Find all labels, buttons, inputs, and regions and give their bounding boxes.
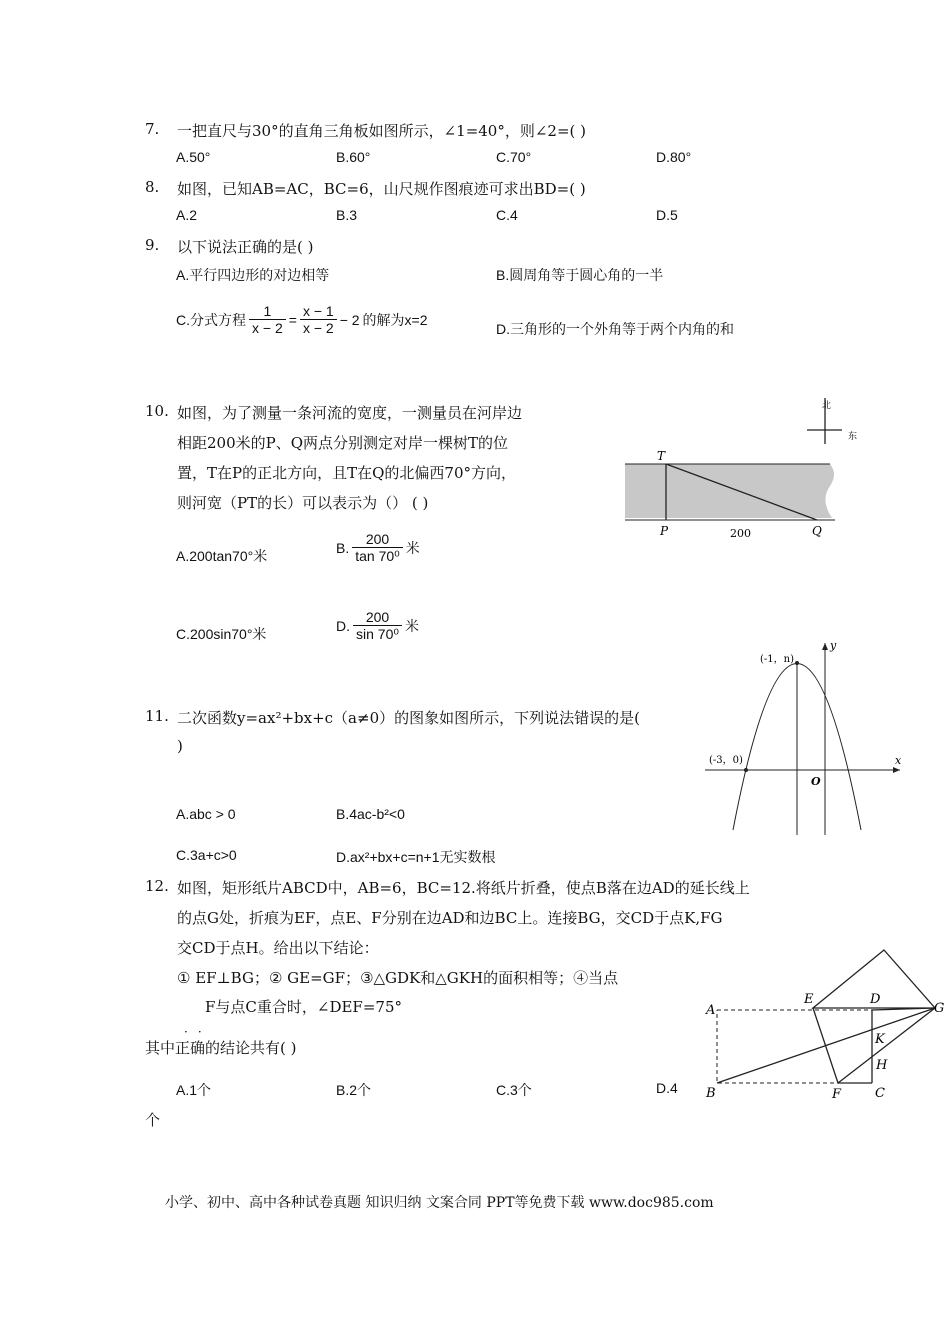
q10-option-d-fraction [353,609,402,642]
y-axis-arrow [822,643,828,650]
q11-option-b: B.4ac-b²<0 [336,806,405,822]
label-b: B [706,1086,716,1100]
page-footer: 小学、初中、高中各种试卷真题 知识归纳 文案合同 PPT等免费下载 www.doc985.com [165,1195,714,1211]
origin-label: O [811,775,821,788]
q11-text: 二次函数y=ax²+bx+c（a≠0）的图象如图所示，下列说法错误的是( [177,709,640,727]
label-p: P [660,524,669,538]
q10-line-2: 相距200米的P、Q两点分别测定对岸一棵树T的位 [177,434,509,452]
q10-option-c: C.200sin70°米 [176,626,267,642]
q8-option-b: B.3 [336,207,358,223]
river-band [625,464,834,518]
q9-fraction-right-denominator: x − 2 [302,320,334,336]
q11-option-d: D.ax²+bx+c=n+1无实数根 [336,849,496,865]
label-h: H [876,1058,888,1073]
q11-option-c: C.3a+c>0 [176,847,237,863]
label-distance: 200 [730,527,751,540]
y-axis-label: y [830,639,837,652]
label-g: G [934,1001,945,1016]
rectangle-fold-figure [700,940,950,1100]
q10-line-3: 置，T在P的正北方向，且T在Q的北偏西70°方向， [177,464,516,482]
q7-text: 一把直尺与30°的直角三角板如图所示，∠1=40°，则∠2=( ) [177,122,587,140]
emphasis-dots: ·· [184,1025,212,1039]
q7-number: 7. [145,120,160,138]
q12-number: 12. [145,877,169,895]
q10-option-d-unit: 米 [404,617,419,634]
label-c: C [875,1086,885,1100]
q9-option-d: D.三角形的一个外角等于两个内角的和 [496,321,734,337]
original-rectangle [717,1010,872,1083]
q9-fraction-right-numerator: x − 1 [300,303,337,320]
compass-north-label: 北 [822,401,832,411]
vertex-point [795,661,799,665]
q9-option-c-prefix: C.分式方程 [176,311,246,328]
q8-option-d: D.5 [656,207,678,223]
q9-fraction-left-numerator: 1 [249,303,286,320]
label-d: D [870,992,881,1007]
label-e: E [804,992,814,1007]
q8-number: 8. [145,178,160,196]
q12-line-2: 的点G处，折痕为EF，点E、F分别在边AD和边BC上。连接BG，交CD于点K,FG [177,909,723,927]
compass-east-label: 东 [848,432,858,442]
q9-fraction-left [249,303,286,336]
q12-option-b: B.2个 [336,1082,372,1098]
label-q: Q [812,524,822,538]
q12-option-a: A.1个 [176,1082,212,1098]
q10-option-b-fraction [352,531,403,564]
q9-equals: = [288,311,297,328]
q11-option-a: A.abc > 0 [176,806,236,822]
q9-text: 以下说法正确的是( ) [177,238,314,256]
q8-option-a: A.2 [176,207,198,223]
label-t: T [657,449,666,463]
q10-option-b [336,531,420,564]
vertex-label: (-1，n) [760,654,794,665]
q10-number: 10. [145,402,169,420]
q10-option-d [336,609,419,642]
q10-line-1: 如图，为了测量一条河流的宽度，一测量员在河岸边 [177,404,523,422]
q7-option-d: D.80° [656,149,692,165]
q10-option-d-numerator: 200 [353,609,402,626]
q9-number: 9. [145,236,160,254]
q12-line-3: 交CD于点H。给出以下结论： [177,939,379,957]
river-figure [620,390,860,545]
q7-option-c: C.70° [496,149,532,165]
q10-line-4: 则河宽（PT的长）可以表示为（） ( ) [177,494,429,512]
q9-option-c [176,303,428,336]
q10-option-b-prefix: B. [336,539,350,556]
label-f: F [832,1087,842,1100]
q10-option-b-numerator: 200 [352,531,403,548]
root-label: (-3，0) [709,755,743,766]
x-axis-arrow [893,767,900,773]
q12-conclusion-1: ① EF⊥BG；② GE=GF；③△GDK和△GKH的面积相等；④当点 [177,969,619,987]
q10-option-d-denominator: sin 70⁰ [356,626,399,642]
parabola-figure [700,635,910,840]
q12-option-d-tail: 个 [145,1111,161,1129]
q11-text-close: ) [177,737,183,755]
q10-option-b-denominator: tan 70⁰ [355,548,400,564]
q9-option-a: A.平行四边形的对边相等 [176,267,330,283]
crease-ef [813,1008,838,1083]
q9-fraction-right [300,303,337,336]
q12-option-c: C.3个 [496,1082,532,1098]
q11-number: 11. [145,707,169,725]
q10-option-b-unit: 米 [405,539,420,556]
root-point [744,768,748,772]
q12-line-1: 如图，矩形纸片ABCD中，AB=6，BC=12.将纸片折叠，使点B落在边AD的延长线上 [177,879,750,897]
q10-option-d-prefix: D. [336,617,350,634]
q12-option-d: D.4 [656,1080,678,1096]
q9-fraction-left-denominator: x − 2 [252,320,283,336]
q10-option-a: A.200tan70°米 [176,548,268,564]
q12-question: 其中正确的结论共有( ) [145,1039,297,1057]
q7-option-a: A.50° [176,149,211,165]
label-a: A [706,1003,716,1018]
q9-option-c-suffix: 的解为x=2 [362,311,428,328]
q7-option-b: B.60° [336,149,371,165]
q8-option-c: C.4 [496,207,518,223]
label-k: K [875,1032,885,1047]
q8-text: 如图，已知AB=AC，BC=6，山尺规作图痕迹可求出BD=( ) [177,180,586,198]
q9-option-b: B.圆周角等于圆心角的一半 [496,267,664,283]
q12-conclusion-2: F与点C重合时，∠DEF=75° [205,998,402,1016]
q9-minus-two: − 2 [339,311,360,328]
x-axis-label: x [895,754,902,767]
